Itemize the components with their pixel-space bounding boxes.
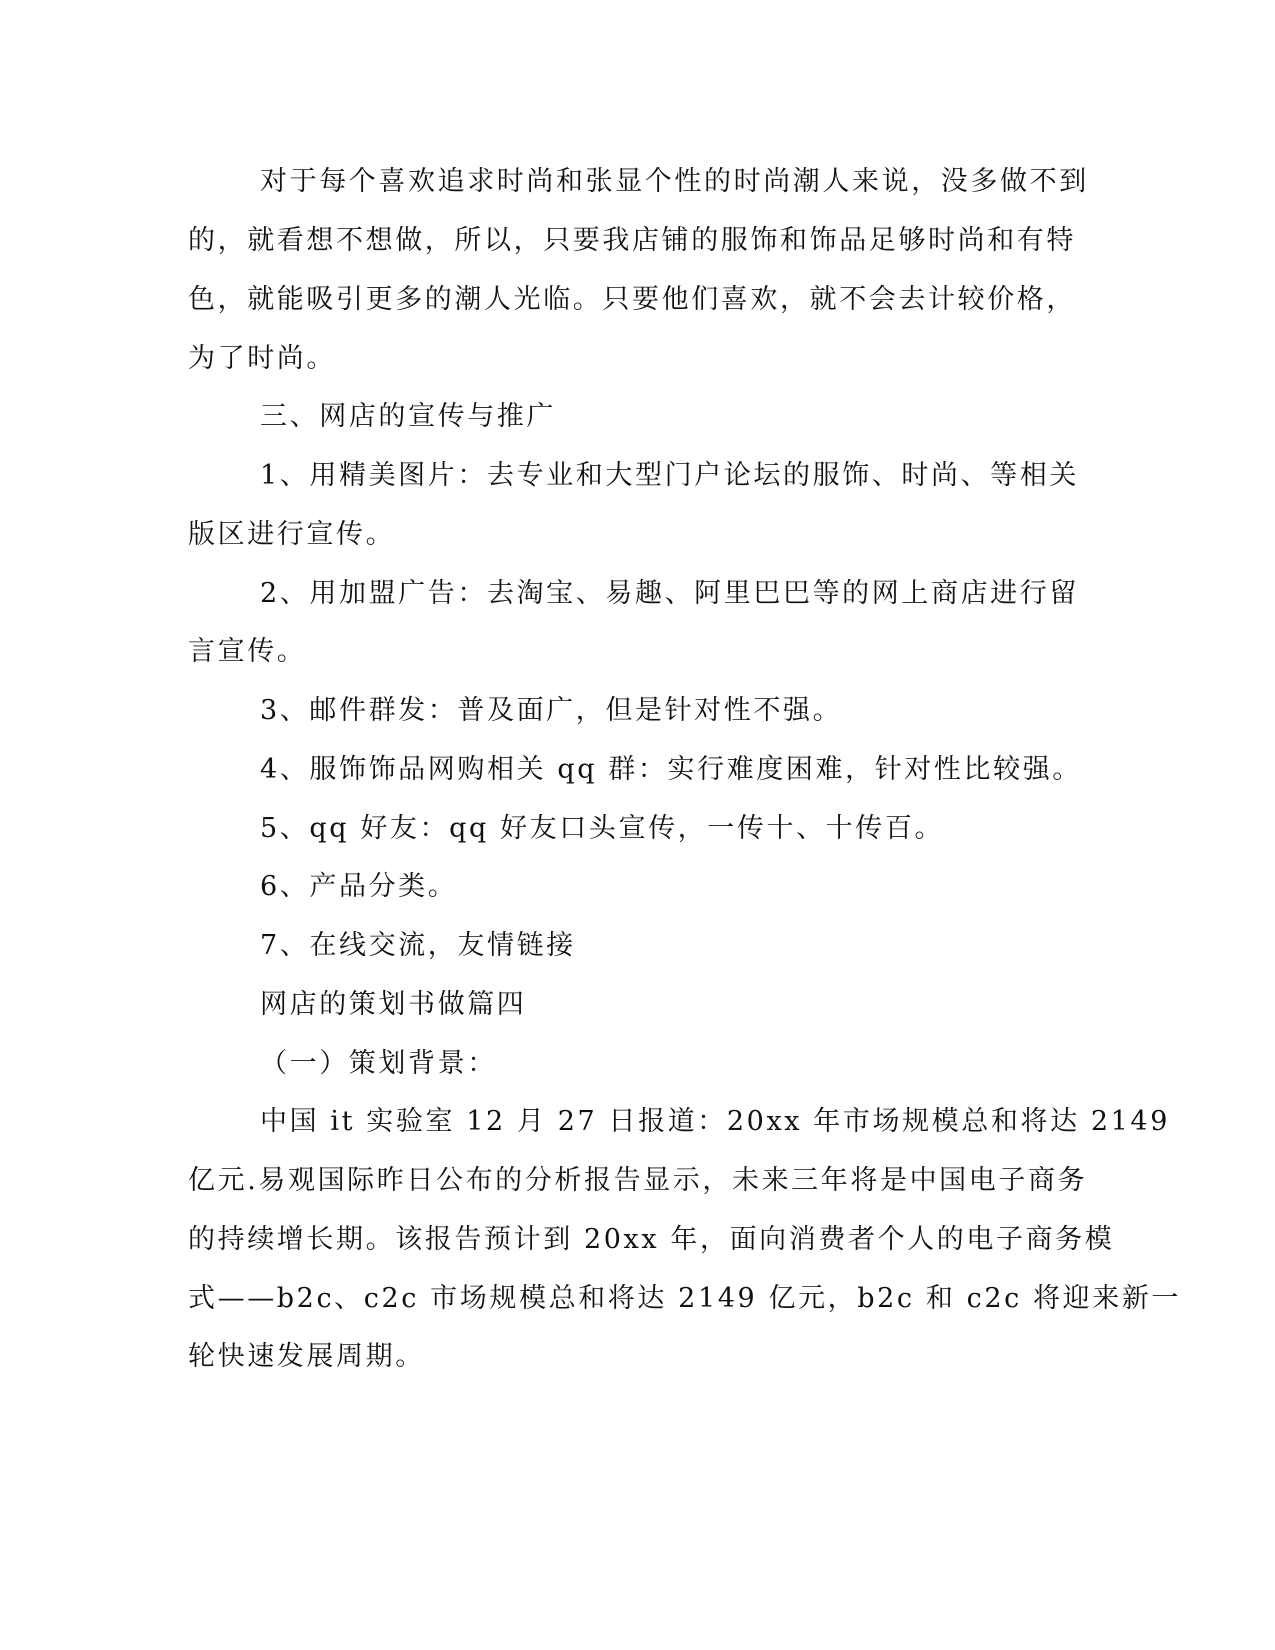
- list-item: 2、用加盟广告：去淘宝、易趣、阿里巴巴等的网上商店进行留: [260, 578, 1079, 609]
- list-item: 1、用精美图片：去专业和大型门户论坛的服饰、时尚、等相关: [260, 460, 1079, 491]
- list-item: 3、邮件群发：普及面广，但是针对性不强。: [260, 695, 843, 726]
- paragraph-line: 色，就能吸引更多的潮人光临。只要他们喜欢，就不会去计较价格，: [188, 284, 1076, 315]
- list-item-continuation: 版区进行宣传。: [188, 519, 396, 550]
- paragraph-line: 的持续增长期。该报告预计到 20xx 年，面向消费者个人的电子商务模: [188, 1224, 1115, 1255]
- paragraph-line: 为了时尚。: [188, 343, 336, 374]
- paragraph-line: 轮快速发展周期。: [188, 1341, 425, 1372]
- section-heading: 网店的策划书做篇四: [260, 989, 527, 1020]
- list-item: 6、产品分类。: [260, 871, 458, 902]
- paragraph-line: 亿元.易观国际昨日公布的分析报告显示，未来三年将是中国电子商务: [188, 1165, 1088, 1196]
- paragraph-line: 对于每个喜欢追求时尚和张显个性的时尚潮人来说，没多做不到: [260, 166, 1089, 197]
- document-page: [188, 0, 1182, 1650]
- list-item-continuation: 言宣传。: [188, 636, 307, 667]
- paragraph-line: 的，就看想不想做，所以，只要我店铺的服饰和饰品足够时尚和有特: [188, 225, 1076, 256]
- subsection-heading: （一）策划背景：: [260, 1048, 497, 1079]
- paragraph-line: 式——b2c、c2c 市场规模总和将达 2149 亿元，b2c 和 c2c 将迎来新一: [188, 1283, 1182, 1314]
- section-heading: 三、网店的宣传与推广: [260, 401, 556, 432]
- list-item: 7、在线交流，友情链接: [260, 930, 576, 961]
- paragraph-line: 中国 it 实验室 12 月 27 日报道：20xx 年市场规模总和将达 2149: [260, 1106, 1170, 1137]
- list-item: 5、qq 好友：qq 好友口头宣传，一传十、十传百。: [260, 813, 945, 844]
- list-item: 4、服饰饰品网购相关 qq 群：实行难度困难，针对性比较强。: [260, 754, 1082, 785]
